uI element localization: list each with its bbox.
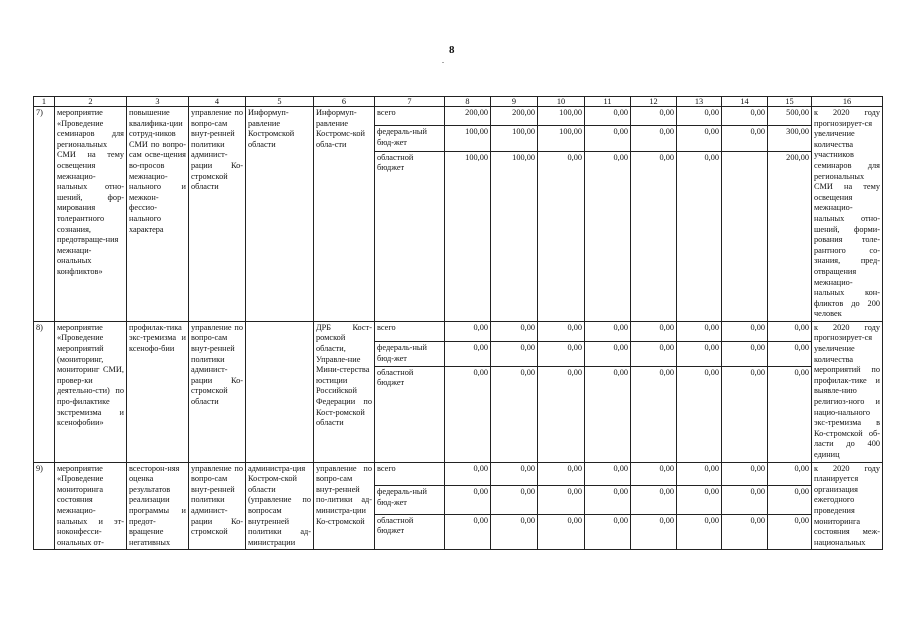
responsible-executor: управление по вопро-сам внут-ренней политики админист-рации Ко-стромской области [189,321,246,462]
funding-amount: 0,00 [631,342,677,366]
funding-amount: 0,00 [631,151,677,321]
funding-amount: 0,00 [585,107,631,126]
funding-amount: 0,00 [491,462,538,486]
expected-result: к 2020 году планируется организация ежегодного проведения мониторинга состояния меж-национальных [812,462,883,550]
funding-amount: 0,00 [768,486,812,515]
funding-amount: 200,00 [491,107,538,126]
funding-amount: 0,00 [491,514,538,550]
funding-amount: 0,00 [585,486,631,515]
funding-amount: 0,00 [585,514,631,550]
funding-amount: 0,00 [722,462,768,486]
funding-amount: 0,00 [722,366,768,462]
funding-amount: 0,00 [768,514,812,550]
event-name: мероприятие «Проведение мониторинга состояния межнацио-нальных и эт-ноконфесси-ональных от- [55,462,127,550]
header-cell: 16 [812,97,883,107]
header-cell: 6 [314,97,375,107]
funding-amount: 0,00 [585,462,631,486]
funding-amount: 0,00 [445,342,491,366]
funding-amount: 0,00 [631,486,677,515]
event-name: мероприятие «Проведение семинаров для региональных СМИ на тему освещения межнацио-нальных отно-шений, фор-мирования толерантного сознания, предотвраще-ния межнаци-ональных конфликтов» [55,107,127,322]
funding-amount: 0,00 [491,321,538,341]
co-executor: администра-ция Костром-ской области (управление по вопросам внутренней политики ад-министрации [246,462,314,550]
funding-amount [722,151,768,321]
funding-amount: 0,00 [677,514,722,550]
funding-amount: 0,00 [768,462,812,486]
funding-amount: 0,00 [445,514,491,550]
funding-amount: 100,00 [445,126,491,152]
funding-amount: 0,00 [722,514,768,550]
funding-amount: 0,00 [631,366,677,462]
header-cell: 4 [189,97,246,107]
header-cell: 11 [585,97,631,107]
funding-source: всего [375,321,445,341]
column-numbers-row [34,97,883,107]
funding-amount: 0,00 [768,342,812,366]
funding-amount: 0,00 [491,342,538,366]
funding-amount: 100,00 [538,107,585,126]
funding-amount: 0,00 [722,486,768,515]
funding-amount: 0,00 [677,366,722,462]
row-number: 9) [34,462,55,550]
header-cell: 15 [768,97,812,107]
funding-amount: 0,00 [538,462,585,486]
funding-amount: 0,00 [722,321,768,341]
header-cell: 5 [246,97,314,107]
funding-amount: 0,00 [677,151,722,321]
funding-amount: 0,00 [631,126,677,152]
funding-amount: 0,00 [538,366,585,462]
expected-result: к 2020 году прогнозирует-ся увеличение количества мероприятий по профилак-тике и выявле-нию религиоз-ного и нацио-нального экс-тремизма в Ко-стромской об-ласти до 400 единиц [812,321,883,462]
funding-amount: 0,00 [631,321,677,341]
funding-amount: 0,00 [677,321,722,341]
funding-amount: 100,00 [491,151,538,321]
funding-amount: 0,00 [585,151,631,321]
responsible-executor: управление по вопро-сам внут-ренней политики админист-рации Ко-стромской области [189,107,246,322]
table-row [34,462,883,486]
funding-amount: 0,00 [631,107,677,126]
header-cell: 3 [127,97,189,107]
funding-amount: 0,00 [722,342,768,366]
funds-recipient: управление по вопро-сам внут-ренней по-литики ад-министра-ции Ко-стромской [314,462,375,550]
header-cell: 8 [445,97,491,107]
header-cell: 9 [491,97,538,107]
funding-amount: 200,00 [768,151,812,321]
funding-source: областной бюджет [375,366,445,462]
expected-result: к 2020 году прогнозирует-ся увеличение количества участников семинаров для региональных СМИ на тему освещения межнацио-нальных отно-шений, форми-рования толе-рантного со-знания, пред-отвращения межнацио-нальных кон-фликтов до 200 человек [812,107,883,322]
funding-amount: 0,00 [677,107,722,126]
funding-amount: 0,00 [722,126,768,152]
funds-recipient: Информуп-равление Костромс-кой обла-сти [314,107,375,322]
funding-amount: 0,00 [585,366,631,462]
event-purpose: повышение квалифика-ции сотруд-ников СМИ по вопро-сам осве-щения во-просов межнацио-нального и межкон-фессио-нального характера [127,107,189,322]
funding-amount: 0,00 [445,486,491,515]
funding-amount: 100,00 [538,126,585,152]
header-cell: 1 [34,97,55,107]
funding-amount: 0,00 [722,107,768,126]
program-table [33,96,883,550]
event-purpose: профилак-тика экс-тремизма и ксенофо-бии [127,321,189,462]
funding-amount: 0,00 [631,462,677,486]
funding-amount: 0,00 [585,321,631,341]
row-number: 7) [34,107,55,322]
event-name: мероприятие «Проведение мероприятий (мониторинг, мониторинг СМИ, провер-ки деятельно-сти) по про-филактике экстремизма и ксенофобии» [55,321,127,462]
funding-amount: 0,00 [445,321,491,341]
funding-amount: 0,00 [445,366,491,462]
funding-amount: 100,00 [445,151,491,321]
funding-amount: 100,00 [491,126,538,152]
funding-amount: 0,00 [445,462,491,486]
funding-amount: 0,00 [768,366,812,462]
funding-source: всего [375,462,445,486]
responsible-executor: управление по вопро-сам внут-ренней политики админист-рации Ко-стромской [189,462,246,550]
funding-amount: 0,00 [538,321,585,341]
funding-source: федераль-ный бюд-жет [375,486,445,515]
header-cell: 13 [677,97,722,107]
funding-amount: 0,00 [538,514,585,550]
funding-amount: 0,00 [491,366,538,462]
header-cell: 14 [722,97,768,107]
header-cell: 7 [375,97,445,107]
funding-amount: 0,00 [768,321,812,341]
table-body [34,97,883,550]
header-cell: 2 [55,97,127,107]
funding-amount: 0,00 [677,462,722,486]
funding-amount: 0,00 [585,126,631,152]
funding-amount: 0,00 [677,342,722,366]
funding-amount: 0,00 [585,342,631,366]
funding-amount: 0,00 [538,151,585,321]
funding-source: федераль-ный бюд-жет [375,342,445,366]
funding-amount: 0,00 [538,486,585,515]
header-cell: 10 [538,97,585,107]
table-row [34,107,883,126]
funding-source: областной бюджет [375,514,445,550]
page-mark: . [442,56,444,65]
co-executor: Информуп-равление Костромской области [246,107,314,322]
funding-amount: 0,00 [677,486,722,515]
header-cell: 12 [631,97,677,107]
table-row [34,321,883,341]
funding-amount: 0,00 [677,126,722,152]
funding-source: всего [375,107,445,126]
funds-recipient: ДРБ Кост-ромской области, Управле-ние Мини-стерства юстиции Российской Федерации по Кост-ромской области [314,321,375,462]
page-number: 8 [449,44,455,56]
funding-amount: 0,00 [631,514,677,550]
row-number: 8) [34,321,55,462]
funding-source: федераль-ный бюд-жет [375,126,445,152]
co-executor [246,321,314,462]
funding-amount: 0,00 [491,486,538,515]
funding-source: областной бюджет [375,151,445,321]
event-purpose: всесторон-няя оценка результатов реализации программы и предот-вращение негативных [127,462,189,550]
funding-amount: 0,00 [538,342,585,366]
funding-amount: 200,00 [445,107,491,126]
funding-amount: 500,00 [768,107,812,126]
funding-amount: 300,00 [768,126,812,152]
